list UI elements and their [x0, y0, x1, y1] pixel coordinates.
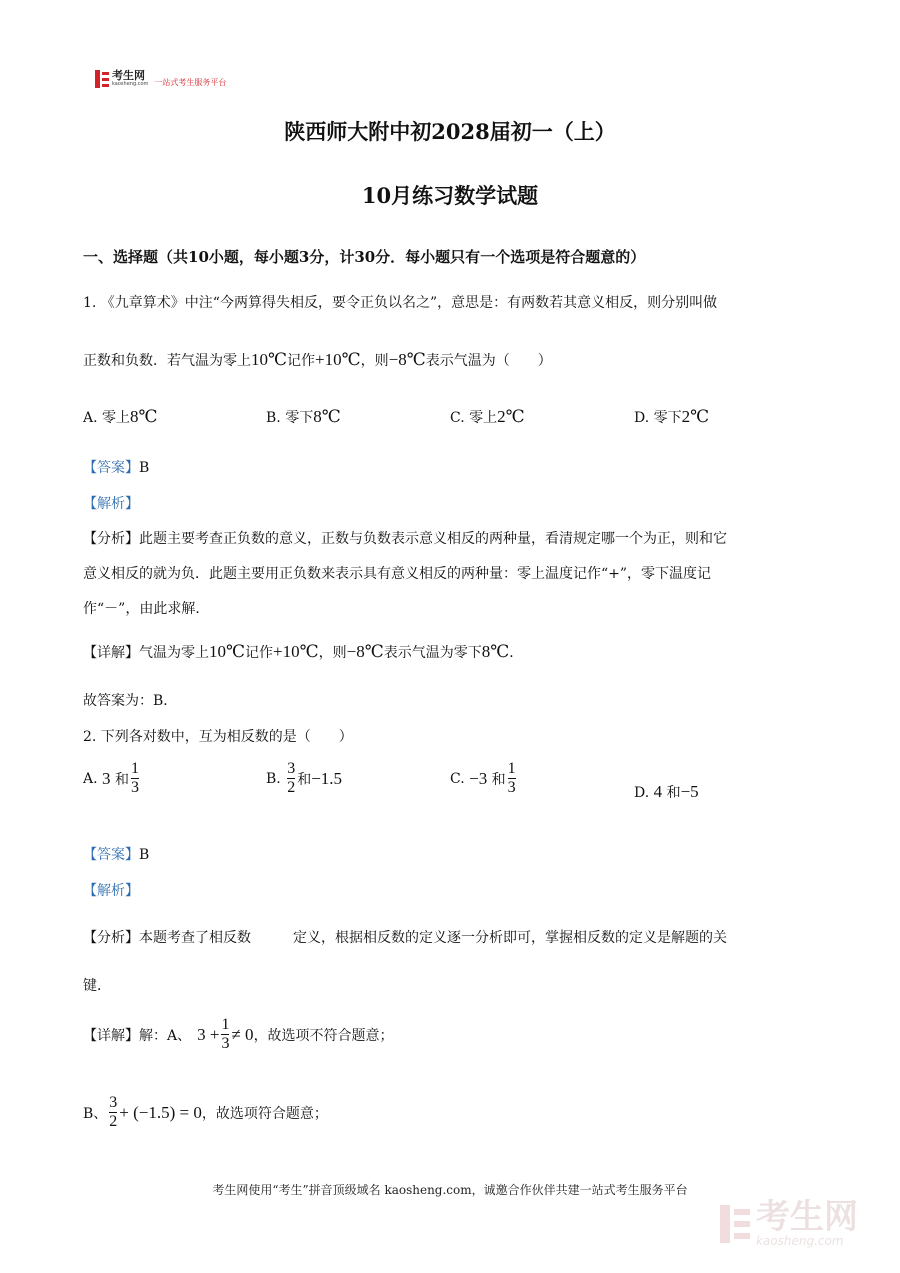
q1-stem-line2: 正数和负数．若气温为零上10℃记作+10℃，则−8℃表示气温为（ ）	[83, 350, 552, 369]
q1-analysis-label: 【解析】	[83, 496, 139, 512]
exam-subtitle: 10月练习数学试题	[361, 183, 539, 208]
section-heading: 一、选择题（共10小题，每小题3分，计30分．每小题只有一个选项是符合题意的）	[83, 248, 646, 266]
q2-option-b: B. $\frac{3}{2}$ 和 −1.5	[266, 760, 343, 796]
q2-fenxi-line1: 【分析】本题考查了相反数 定义，根据相反数的定义逐一分析即可，掌握相反数的定义是解题的关	[83, 930, 727, 946]
logo-text: 考生网	[112, 69, 145, 82]
q2-answer: 【答案】B	[83, 847, 150, 863]
fraction: $\frac{3}{2}$	[287, 760, 296, 796]
fraction: $\frac{1}{3}$	[221, 1016, 230, 1052]
watermark	[720, 1197, 858, 1248]
watermark-domain: kaosheng.com	[756, 1234, 844, 1248]
q2-stem: 2. 下列各对数中，互为相反数的是（ ）	[83, 729, 353, 745]
q1-fenxi-line3: 作“－”，由此求解．	[83, 601, 210, 617]
q2-fenxi-line2: 键．	[83, 978, 111, 994]
q2-detail-b: B、 $\frac{3}{2}$ + (−1.5) = 0 ，故选项符合题意；	[83, 1094, 328, 1130]
q1-detail: 【详解】气温为零上10℃记作+10℃，则−8℃表示气温为零下8℃．	[83, 642, 524, 661]
fraction: $\frac{1}{3}$	[130, 760, 139, 796]
q1-option-d: D. 零下2℃	[634, 407, 710, 426]
q2-option-a: A. 3 和 $\frac{1}{3}$	[83, 760, 139, 796]
logo-slogan: 一站式考生服务平台	[154, 77, 227, 87]
q1-option-c: C. 零上2℃	[450, 407, 525, 426]
q1-option-b: B. 零下8℃	[266, 407, 341, 426]
q1-conclusion: 故答案为：B．	[83, 693, 178, 709]
fraction: $\frac{1}{3}$	[507, 760, 516, 796]
q2-analysis-label: 【解析】	[83, 883, 139, 899]
fraction: $\frac{3}{2}$	[109, 1094, 118, 1130]
q2-option-d: D. 4 和−5	[634, 782, 699, 801]
q2-option-c: C. −3 和 $\frac{1}{3}$	[450, 760, 516, 796]
exam-title: 陕西师大附中初2028届初一（上）	[284, 119, 616, 144]
logo-domain: kaosheng.com	[112, 81, 149, 87]
watermark-text: 考生网	[756, 1197, 858, 1237]
q1-answer: 【答案】B	[83, 460, 150, 476]
site-logo	[95, 70, 226, 88]
watermark-logo-icon	[720, 1205, 750, 1243]
logo-icon	[95, 70, 109, 88]
q1-option-a: A. 零上8℃	[83, 407, 158, 426]
q1-fenxi-line2: 意义相反的就为负．此题主要用正负数来表示具有意义相反的两种量：零上温度记作“+”，零下温度记	[83, 566, 712, 582]
page-footer: 考生网使用“考生”拼音顶级域名 kaosheng.com，诚邀合作伙伴共建一站式考生服务平台	[212, 1183, 688, 1197]
q1-stem-line1: 1. 《九章算术》中注“今两算得失相反，要令正负以名之”，意思是：有两数若其意义相反，则分别叫做	[83, 295, 718, 311]
q2-detail-a: 【详解】 解：A、 3 + $\frac{1}{3}$ ≠ 0 ，故选项不符合题意；	[83, 1016, 394, 1052]
q1-fenxi-line1: 【分析】此题主要考查正负数的意义，正数与负数表示意义相反的两种量，看清规定哪一个为正，则和它	[83, 531, 727, 547]
